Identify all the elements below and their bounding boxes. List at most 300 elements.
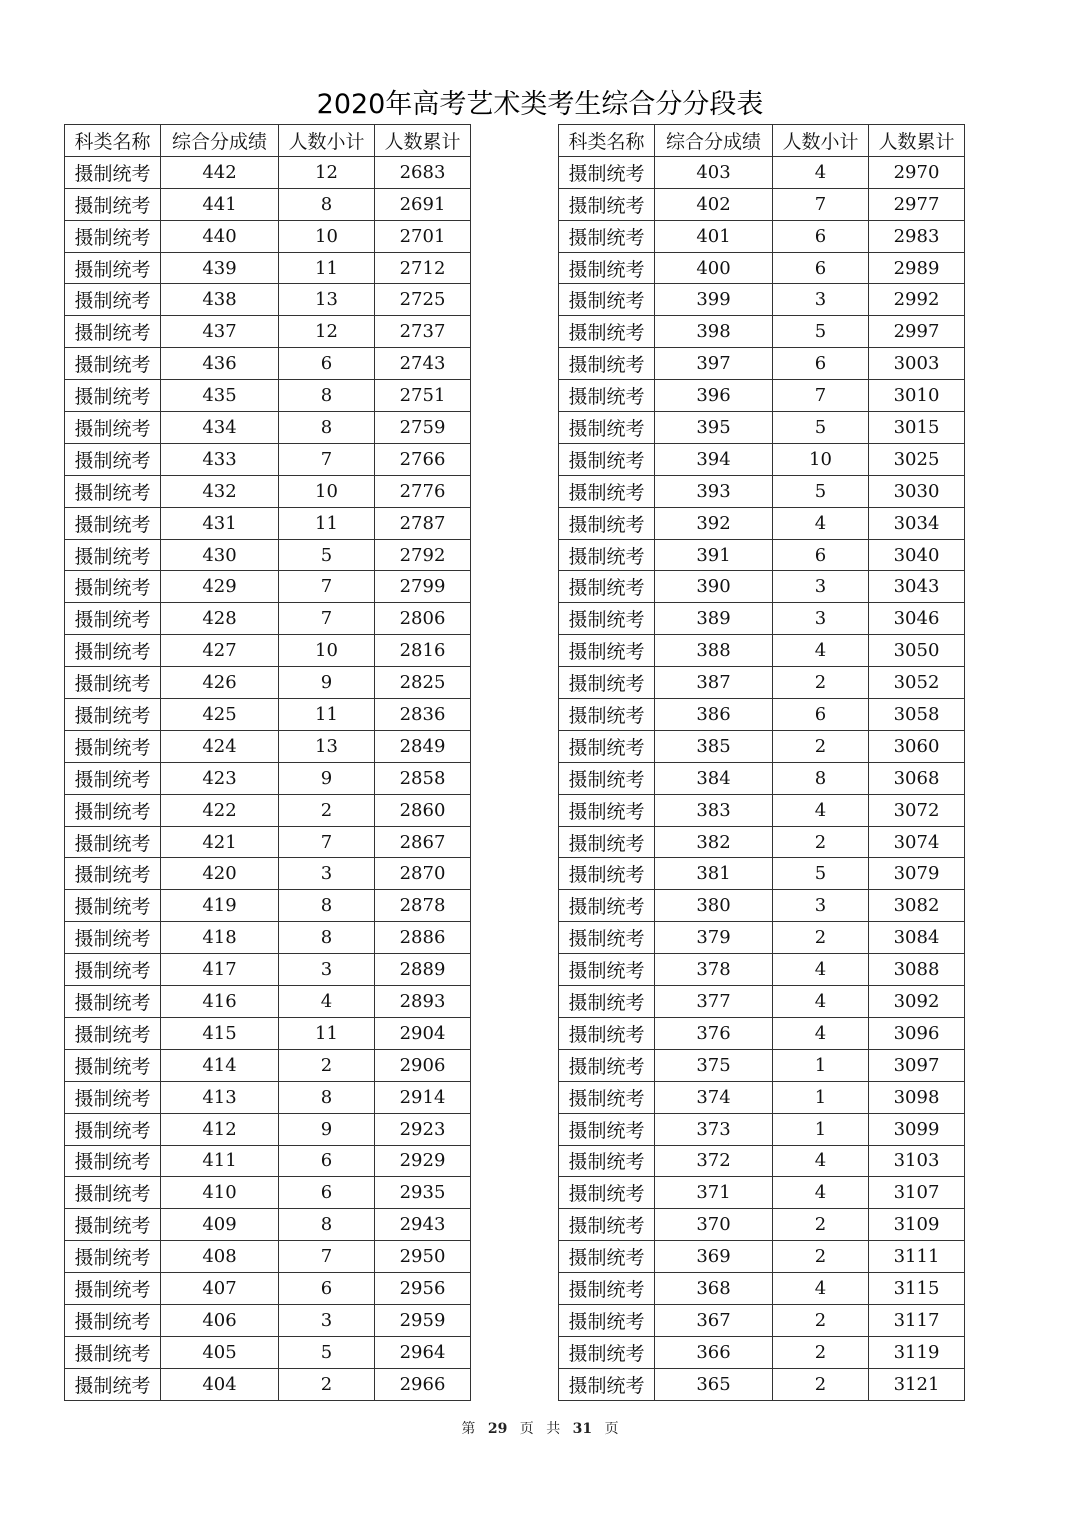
cell-count: 4 <box>773 954 869 986</box>
table-row <box>559 1336 965 1368</box>
cell-cumulative: 3040 <box>869 539 965 571</box>
cell-score: 387 <box>655 667 773 699</box>
cell-score: 434 <box>161 412 279 444</box>
cell-count: 6 <box>773 348 869 380</box>
table-row <box>559 316 965 348</box>
cell-cumulative: 2792 <box>375 539 471 571</box>
cell-cumulative: 2893 <box>375 986 471 1018</box>
cell-category: 摄制统考 <box>559 1049 655 1081</box>
cell-score: 419 <box>161 890 279 922</box>
table-row <box>65 1049 471 1081</box>
cell-score: 398 <box>655 316 773 348</box>
cell-score: 401 <box>655 220 773 252</box>
header-score: 综合分成绩 <box>161 125 279 157</box>
cell-cumulative: 3121 <box>869 1368 965 1400</box>
table-row <box>65 1017 471 1049</box>
cell-cumulative: 3015 <box>869 412 965 444</box>
cell-count: 2 <box>773 1304 869 1336</box>
cell-score: 420 <box>161 858 279 890</box>
cell-score: 414 <box>161 1049 279 1081</box>
cell-count: 3 <box>773 603 869 635</box>
cell-cumulative: 2992 <box>869 284 965 316</box>
cell-count: 8 <box>773 762 869 794</box>
cell-category: 摄制统考 <box>65 1209 161 1241</box>
cell-score: 437 <box>161 316 279 348</box>
cell-cumulative: 3003 <box>869 348 965 380</box>
cell-score: 406 <box>161 1304 279 1336</box>
cell-count: 4 <box>773 794 869 826</box>
table-row <box>65 1081 471 1113</box>
cell-score: 439 <box>161 252 279 284</box>
cell-category: 摄制统考 <box>559 603 655 635</box>
cell-score: 367 <box>655 1304 773 1336</box>
cell-cumulative: 2825 <box>375 667 471 699</box>
header-count: 人数小计 <box>773 125 869 157</box>
cell-score: 371 <box>655 1177 773 1209</box>
cell-count: 10 <box>279 220 375 252</box>
cell-count: 2 <box>773 1368 869 1400</box>
cell-score: 431 <box>161 507 279 539</box>
cell-cumulative: 2799 <box>375 571 471 603</box>
cell-score: 377 <box>655 986 773 1018</box>
cell-count: 6 <box>773 252 869 284</box>
cell-score: 436 <box>161 348 279 380</box>
cell-category: 摄制统考 <box>65 1368 161 1400</box>
table-row <box>65 1368 471 1400</box>
cell-category: 摄制统考 <box>65 507 161 539</box>
cell-category: 摄制统考 <box>65 348 161 380</box>
cell-score: 395 <box>655 412 773 444</box>
cell-category: 摄制统考 <box>559 826 655 858</box>
cell-cumulative: 3025 <box>869 443 965 475</box>
table-row <box>559 635 965 667</box>
cell-count: 3 <box>773 284 869 316</box>
cell-cumulative: 2886 <box>375 922 471 954</box>
cell-cumulative: 2860 <box>375 794 471 826</box>
cell-score: 399 <box>655 284 773 316</box>
cell-category: 摄制统考 <box>65 475 161 507</box>
cell-count: 8 <box>279 1209 375 1241</box>
cell-count: 3 <box>773 890 869 922</box>
cell-category: 摄制统考 <box>559 571 655 603</box>
table-row <box>559 507 965 539</box>
cell-count: 4 <box>773 1273 869 1305</box>
cell-count: 2 <box>279 1368 375 1400</box>
cell-cumulative: 2691 <box>375 188 471 220</box>
cell-score: 412 <box>161 1113 279 1145</box>
cell-category: 摄制统考 <box>65 890 161 922</box>
cell-category: 摄制统考 <box>65 922 161 954</box>
cell-cumulative: 2849 <box>375 730 471 762</box>
table-row <box>559 539 965 571</box>
cell-category: 摄制统考 <box>559 635 655 667</box>
cell-count: 2 <box>773 1209 869 1241</box>
cell-cumulative: 3068 <box>869 762 965 794</box>
cell-score: 432 <box>161 475 279 507</box>
cell-category: 摄制统考 <box>559 954 655 986</box>
cell-cumulative: 2989 <box>869 252 965 284</box>
cell-cumulative: 2836 <box>375 699 471 731</box>
table-row <box>65 762 471 794</box>
cell-score: 370 <box>655 1209 773 1241</box>
cell-count: 8 <box>279 890 375 922</box>
cell-count: 1 <box>773 1049 869 1081</box>
cell-category: 摄制统考 <box>559 1209 655 1241</box>
cell-cumulative: 2966 <box>375 1368 471 1400</box>
cell-count: 7 <box>279 826 375 858</box>
cell-cumulative: 3111 <box>869 1241 965 1273</box>
cell-count: 5 <box>279 539 375 571</box>
cell-count: 6 <box>279 1177 375 1209</box>
cell-category: 摄制统考 <box>65 1241 161 1273</box>
table-row <box>65 730 471 762</box>
cell-category: 摄制统考 <box>65 794 161 826</box>
cell-category: 摄制统考 <box>65 986 161 1018</box>
table-row <box>65 316 471 348</box>
score-table-left <box>64 124 471 1401</box>
cell-cumulative: 2943 <box>375 1209 471 1241</box>
footer-total-pages: 31 <box>572 1421 593 1437</box>
cell-count: 11 <box>279 507 375 539</box>
table-row <box>65 348 471 380</box>
cell-count: 13 <box>279 284 375 316</box>
cell-count: 11 <box>279 699 375 731</box>
table-row <box>65 954 471 986</box>
cell-score: 369 <box>655 1241 773 1273</box>
cell-category: 摄制统考 <box>65 571 161 603</box>
cell-count: 4 <box>773 1145 869 1177</box>
cell-score: 375 <box>655 1049 773 1081</box>
table-row <box>65 986 471 1018</box>
cell-count: 9 <box>279 1113 375 1145</box>
cell-cumulative: 3010 <box>869 380 965 412</box>
cell-cumulative: 3079 <box>869 858 965 890</box>
cell-cumulative: 3058 <box>869 699 965 731</box>
cell-count: 2 <box>279 1049 375 1081</box>
cell-cumulative: 3088 <box>869 954 965 986</box>
cell-cumulative: 2997 <box>869 316 965 348</box>
cell-score: 374 <box>655 1081 773 1113</box>
cell-count: 9 <box>279 667 375 699</box>
cell-count: 3 <box>279 858 375 890</box>
cell-count: 11 <box>279 1017 375 1049</box>
cell-count: 7 <box>279 571 375 603</box>
cell-cumulative: 3052 <box>869 667 965 699</box>
cell-category: 摄制统考 <box>65 1113 161 1145</box>
cell-category: 摄制统考 <box>559 475 655 507</box>
cell-cumulative: 2935 <box>375 1177 471 1209</box>
cell-score: 428 <box>161 603 279 635</box>
cell-score: 425 <box>161 699 279 731</box>
cell-category: 摄制统考 <box>559 252 655 284</box>
cell-score: 442 <box>161 156 279 188</box>
cell-cumulative: 3098 <box>869 1081 965 1113</box>
cell-cumulative: 3072 <box>869 794 965 826</box>
cell-score: 365 <box>655 1368 773 1400</box>
cell-score: 404 <box>161 1368 279 1400</box>
table-row <box>65 1209 471 1241</box>
cell-score: 380 <box>655 890 773 922</box>
cell-score: 426 <box>161 667 279 699</box>
cell-score: 376 <box>655 1017 773 1049</box>
cell-score: 411 <box>161 1145 279 1177</box>
cell-score: 392 <box>655 507 773 539</box>
cell-cumulative: 2914 <box>375 1081 471 1113</box>
score-table-right <box>558 124 965 1401</box>
cell-score: 423 <box>161 762 279 794</box>
cell-count: 1 <box>773 1081 869 1113</box>
cell-score: 381 <box>655 858 773 890</box>
cell-score: 391 <box>655 539 773 571</box>
cell-cumulative: 2956 <box>375 1273 471 1305</box>
cell-count: 1 <box>773 1113 869 1145</box>
cell-count: 12 <box>279 156 375 188</box>
cell-category: 摄制统考 <box>65 1273 161 1305</box>
header-category: 科类名称 <box>65 125 161 157</box>
cell-count: 10 <box>279 635 375 667</box>
score-table-left-body <box>65 156 471 1400</box>
cell-cumulative: 3084 <box>869 922 965 954</box>
footer-prefix: 第 <box>461 1421 476 1437</box>
cell-category: 摄制统考 <box>559 1273 655 1305</box>
table-row <box>65 667 471 699</box>
cell-count: 3 <box>279 954 375 986</box>
cell-category: 摄制统考 <box>65 954 161 986</box>
cell-score: 424 <box>161 730 279 762</box>
cell-count: 6 <box>279 1145 375 1177</box>
table-row <box>65 1145 471 1177</box>
cell-category: 摄制统考 <box>65 603 161 635</box>
cell-count: 5 <box>773 316 869 348</box>
table-row <box>65 1113 471 1145</box>
cell-count: 8 <box>279 412 375 444</box>
table-row <box>65 890 471 922</box>
cell-count: 10 <box>279 475 375 507</box>
cell-score: 393 <box>655 475 773 507</box>
table-row <box>65 188 471 220</box>
cell-score: 410 <box>161 1177 279 1209</box>
cell-count: 6 <box>279 1273 375 1305</box>
cell-cumulative: 2725 <box>375 284 471 316</box>
cell-score: 397 <box>655 348 773 380</box>
cell-count: 3 <box>279 1304 375 1336</box>
page-title: 2020年高考艺术类考生综合分分段表 <box>316 89 764 120</box>
table-row <box>65 380 471 412</box>
cell-count: 8 <box>279 380 375 412</box>
cell-category: 摄制统考 <box>65 1081 161 1113</box>
cell-category: 摄制统考 <box>65 156 161 188</box>
table-row <box>559 858 965 890</box>
cell-cumulative: 2806 <box>375 603 471 635</box>
cell-cumulative: 2959 <box>375 1304 471 1336</box>
cell-count: 7 <box>279 603 375 635</box>
cell-cumulative: 3115 <box>869 1273 965 1305</box>
table-row <box>559 1209 965 1241</box>
cell-cumulative: 2787 <box>375 507 471 539</box>
cell-cumulative: 2983 <box>869 220 965 252</box>
table-row <box>65 826 471 858</box>
cell-category: 摄制统考 <box>559 348 655 380</box>
cell-score: 438 <box>161 284 279 316</box>
cell-category: 摄制统考 <box>559 794 655 826</box>
table-row <box>559 284 965 316</box>
cell-count: 7 <box>773 380 869 412</box>
cell-cumulative: 3092 <box>869 986 965 1018</box>
cell-count: 3 <box>773 571 869 603</box>
cell-cumulative: 2751 <box>375 380 471 412</box>
cell-category: 摄制统考 <box>559 220 655 252</box>
cell-count: 7 <box>279 443 375 475</box>
cell-category: 摄制统考 <box>559 539 655 571</box>
cell-count: 5 <box>773 412 869 444</box>
cell-category: 摄制统考 <box>559 1336 655 1368</box>
cell-category: 摄制统考 <box>559 316 655 348</box>
table-row <box>559 1145 965 1177</box>
table-row <box>559 475 965 507</box>
cell-count: 4 <box>773 986 869 1018</box>
cell-cumulative: 3030 <box>869 475 965 507</box>
cell-category: 摄制统考 <box>65 858 161 890</box>
table-row <box>559 348 965 380</box>
table-row <box>65 412 471 444</box>
cell-count: 5 <box>773 858 869 890</box>
table-row <box>559 890 965 922</box>
cell-category: 摄制统考 <box>559 284 655 316</box>
table-row <box>559 1113 965 1145</box>
cell-score: 386 <box>655 699 773 731</box>
cell-category: 摄制统考 <box>65 539 161 571</box>
cell-cumulative: 3099 <box>869 1113 965 1145</box>
cell-score: 418 <box>161 922 279 954</box>
cell-count: 12 <box>279 316 375 348</box>
table-row <box>65 220 471 252</box>
cell-score: 379 <box>655 922 773 954</box>
table-row <box>559 220 965 252</box>
cell-category: 摄制统考 <box>65 316 161 348</box>
footer-page-number: 29 <box>487 1421 508 1437</box>
table-row <box>559 954 965 986</box>
cell-score: 385 <box>655 730 773 762</box>
cell-cumulative: 3097 <box>869 1049 965 1081</box>
table-row <box>65 699 471 731</box>
cell-count: 4 <box>773 507 869 539</box>
cell-cumulative: 3096 <box>869 1017 965 1049</box>
cell-score: 382 <box>655 826 773 858</box>
cell-cumulative: 2977 <box>869 188 965 220</box>
cell-category: 摄制统考 <box>559 1368 655 1400</box>
cell-category: 摄制统考 <box>65 1145 161 1177</box>
cell-cumulative: 3119 <box>869 1336 965 1368</box>
cell-category: 摄制统考 <box>65 762 161 794</box>
table-row <box>559 1081 965 1113</box>
cell-count: 5 <box>279 1336 375 1368</box>
cell-category: 摄制统考 <box>65 635 161 667</box>
cell-count: 8 <box>279 922 375 954</box>
table-row <box>559 826 965 858</box>
cell-category: 摄制统考 <box>65 730 161 762</box>
cell-count: 2 <box>773 730 869 762</box>
cell-category: 摄制统考 <box>65 1049 161 1081</box>
table-row <box>559 699 965 731</box>
cell-score: 427 <box>161 635 279 667</box>
cell-category: 摄制统考 <box>559 1177 655 1209</box>
cell-score: 407 <box>161 1273 279 1305</box>
table-row <box>65 571 471 603</box>
cell-category: 摄制统考 <box>65 1017 161 1049</box>
table-row <box>65 1304 471 1336</box>
cell-category: 摄制统考 <box>65 443 161 475</box>
cell-cumulative: 3050 <box>869 635 965 667</box>
cell-category: 摄制统考 <box>559 188 655 220</box>
cell-score: 440 <box>161 220 279 252</box>
cell-score: 400 <box>655 252 773 284</box>
cell-cumulative: 3109 <box>869 1209 965 1241</box>
cell-cumulative: 2766 <box>375 443 471 475</box>
cell-cumulative: 2889 <box>375 954 471 986</box>
cell-cumulative: 2858 <box>375 762 471 794</box>
cell-category: 摄制统考 <box>559 1145 655 1177</box>
cell-score: 441 <box>161 188 279 220</box>
cell-score: 429 <box>161 571 279 603</box>
cell-cumulative: 2964 <box>375 1336 471 1368</box>
header-cumulative: 人数累计 <box>375 125 471 157</box>
cell-category: 摄制统考 <box>559 890 655 922</box>
cell-count: 2 <box>773 1241 869 1273</box>
cell-count: 7 <box>773 188 869 220</box>
cell-category: 摄制统考 <box>559 762 655 794</box>
cell-score: 409 <box>161 1209 279 1241</box>
cell-cumulative: 3082 <box>869 890 965 922</box>
cell-cumulative: 2712 <box>375 252 471 284</box>
cell-cumulative: 2929 <box>375 1145 471 1177</box>
cell-cumulative: 3046 <box>869 603 965 635</box>
header-category: 科类名称 <box>559 125 655 157</box>
cell-cumulative: 2737 <box>375 316 471 348</box>
cell-cumulative: 2870 <box>375 858 471 890</box>
cell-count: 4 <box>773 635 869 667</box>
cell-score: 378 <box>655 954 773 986</box>
table-row <box>65 922 471 954</box>
cell-cumulative: 2743 <box>375 348 471 380</box>
table-row <box>65 507 471 539</box>
table-row <box>559 1368 965 1400</box>
table-row <box>559 188 965 220</box>
cell-count: 2 <box>279 794 375 826</box>
cell-category: 摄制统考 <box>559 1113 655 1145</box>
table-row <box>559 1017 965 1049</box>
cell-category: 摄制统考 <box>559 667 655 699</box>
cell-category: 摄制统考 <box>65 284 161 316</box>
cell-count: 10 <box>773 443 869 475</box>
cell-count: 2 <box>773 1336 869 1368</box>
cell-cumulative: 2776 <box>375 475 471 507</box>
cell-category: 摄制统考 <box>65 667 161 699</box>
cell-category: 摄制统考 <box>559 156 655 188</box>
cell-category: 摄制统考 <box>559 380 655 412</box>
footer-total-unit: 页 <box>604 1421 619 1437</box>
table-row <box>65 858 471 890</box>
cell-cumulative: 3043 <box>869 571 965 603</box>
table-row <box>65 475 471 507</box>
table-row <box>559 380 965 412</box>
cell-category: 摄制统考 <box>65 699 161 731</box>
cell-count: 4 <box>773 1177 869 1209</box>
table-row <box>559 794 965 826</box>
cell-score: 390 <box>655 571 773 603</box>
table-row <box>559 986 965 1018</box>
cell-score: 389 <box>655 603 773 635</box>
cell-cumulative: 2683 <box>375 156 471 188</box>
